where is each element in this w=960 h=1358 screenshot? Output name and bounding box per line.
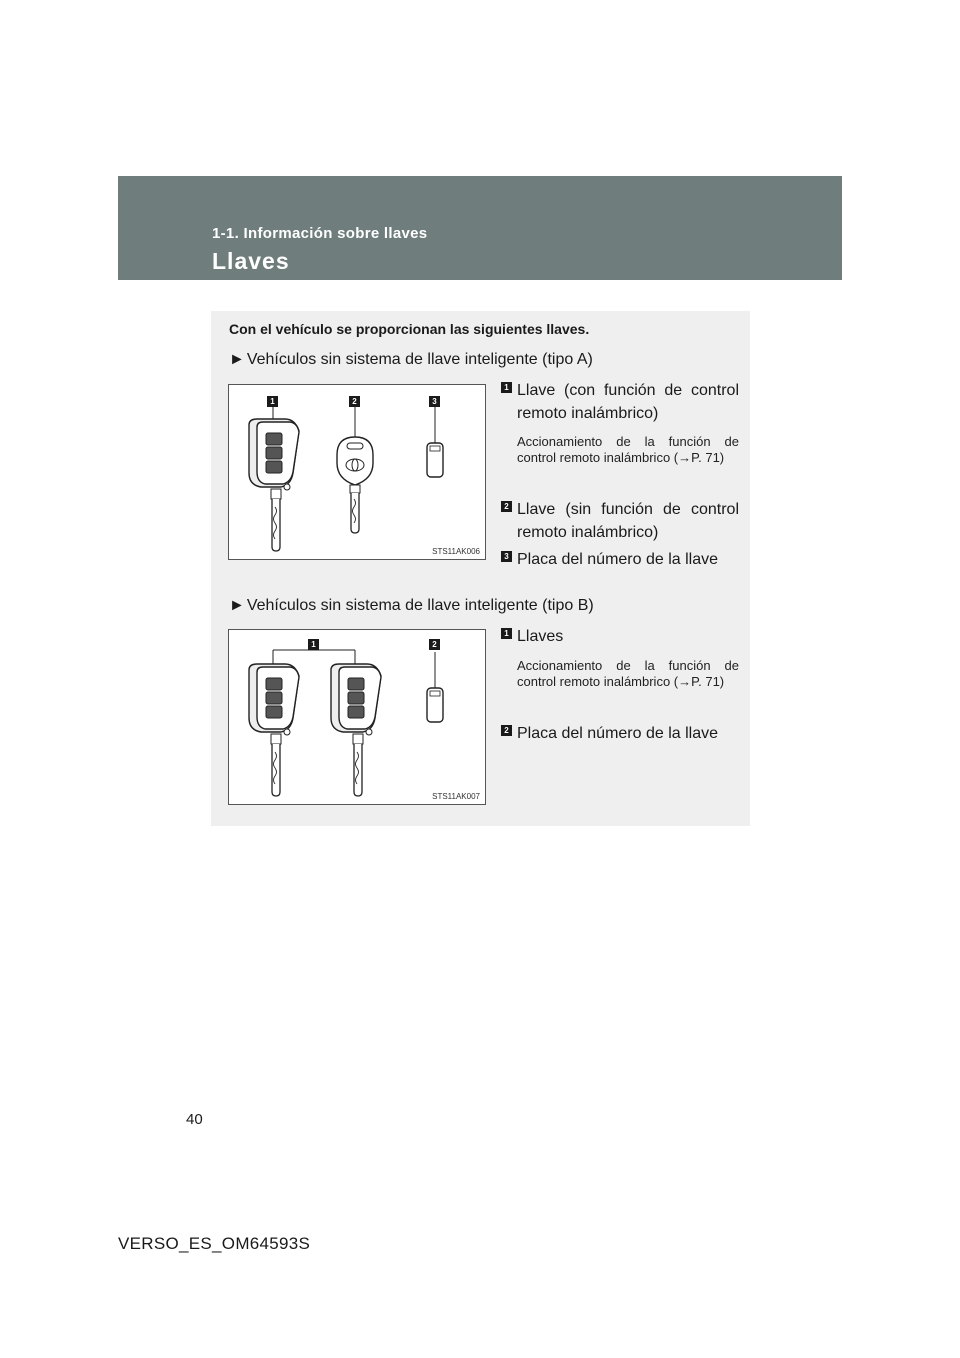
group-a-heading	[229, 351, 593, 369]
item-number: 3	[501, 551, 512, 562]
flip-key-remote-icon	[331, 664, 381, 796]
item-number: 1	[501, 382, 512, 393]
key-type-b-illustration	[229, 630, 485, 804]
arrow-icon: ►	[229, 597, 245, 614]
flip-key-remote-icon	[249, 664, 299, 796]
figure-key-type-b	[228, 629, 486, 805]
key-type-a-illustration	[229, 385, 485, 559]
list-item	[501, 548, 739, 571]
figure-key-type-a	[228, 384, 486, 560]
figure-label: 1	[267, 396, 278, 407]
group-a-heading-text: Vehículos sin sistema de llave inteligente (tipo A)	[246, 351, 593, 368]
item-note: Accionamiento de la función de control remoto inalámbrico (→P. 71)	[517, 658, 739, 689]
item-text: Llave (con función de control remoto inalámbrico)	[517, 382, 739, 422]
list-item	[501, 379, 739, 425]
figure-label: 2	[349, 396, 360, 407]
figure-code: STS11AK007	[432, 792, 480, 801]
figure-label: 3	[429, 396, 440, 407]
list-item	[501, 498, 739, 544]
page-number: 40	[186, 1111, 203, 1128]
key-number-plate-icon	[427, 443, 443, 477]
item-number: 2	[501, 725, 512, 736]
item-number: 2	[501, 501, 512, 512]
item-note: Accionamiento de la función de control remoto inalámbrico (→P. 71)	[517, 434, 739, 465]
item-text: Llaves	[517, 628, 564, 645]
page-title: Llaves	[212, 248, 290, 274]
content-panel	[211, 311, 750, 826]
chapter-header	[118, 176, 842, 280]
master-key-icon	[337, 437, 373, 533]
key-number-plate-icon	[427, 688, 443, 722]
figure-code: STS11AK006	[432, 547, 480, 556]
item-text: Llave (sin función de control remoto inalámbrico)	[517, 501, 739, 541]
figure-label: 1	[308, 639, 319, 650]
item-number: 1	[501, 628, 512, 639]
group-b-heading	[229, 597, 594, 615]
arrow-icon: ►	[229, 351, 245, 368]
model-code: VERSO_ES_OM64593S	[118, 1234, 311, 1253]
item-text: Placa del número de la llave	[517, 551, 719, 568]
list-item	[501, 722, 739, 745]
section-title: 1-1. Información sobre llaves	[212, 225, 428, 242]
item-text: Placa del número de la llave	[517, 725, 719, 742]
group-b-heading-text: Vehículos sin sistema de llave inteligente (tipo B)	[246, 597, 594, 614]
figure-label: 2	[429, 639, 440, 650]
flip-key-remote-icon	[249, 419, 299, 551]
intro-text: Con el vehículo se proporcionan las siguientes llaves.	[229, 321, 590, 337]
list-item	[501, 625, 739, 648]
